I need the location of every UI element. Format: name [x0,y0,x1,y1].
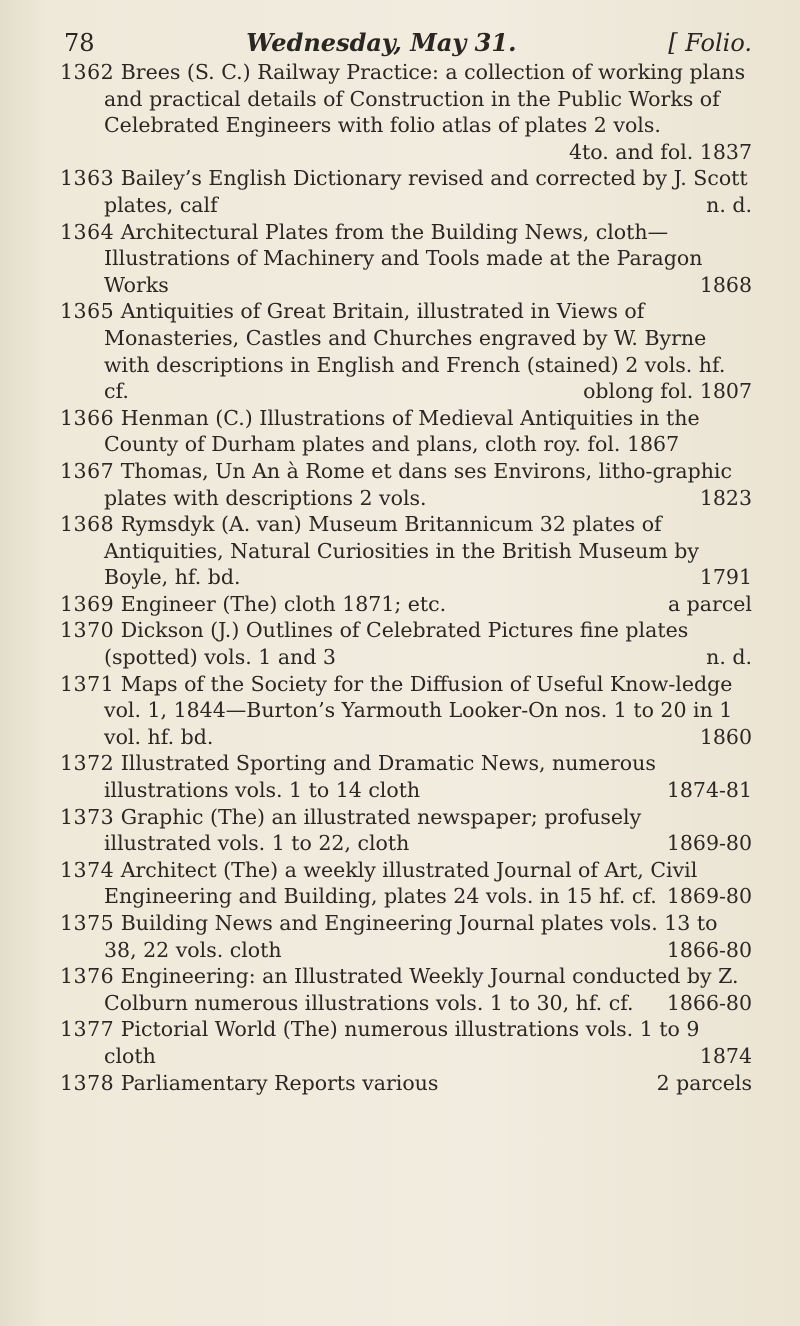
lot-1369: 1369 Engineer (The) cloth 1871; etc. a parcel [60,591,752,616]
lot-list [42,59,752,1096]
lot-1366: 1366 Henman (C.) Illustrations of Medieval Antiquities in the County of Durham plates and plans, cloth roy. fol. 1867 [60,405,700,457]
lot-1374: 1374 Architect (The) a weekly illustrated Journal of Art, Civil Engineering and Building, plates 24 vols. in 15 hf. cf. 1869-80 [60,857,752,909]
lot-1370: 1370 Dickson (J.) Outlines of Celebrated Pictures fine plates (spotted) vols. 1 and 3 n. d. [60,618,752,670]
lot-1376: 1376 Engineering: an Illustrated Weekly Journal conducted by Z. Colburn numerous illustrations vols. 1 to 30, hf. cf. 1866-80 [60,964,752,1015]
lot-1377: 1377 Pictorial World (The) numerous illustrations vols. 1 to 9 cloth 1874 [60,1017,752,1068]
lot-1367: 1367 Thomas, Un An à Rome et dans ses Environs, litho-graphic plates with descriptions 2 vols. 1823 [60,458,752,510]
page-number: 78 [64,29,95,57]
lot-1378: 1378 Parliamentary Reports various 2 parcels [60,1070,752,1095]
lot-1364: 1364 Architectural Plates from the Building News, cloth— Illustrations of Machinery and Tools made at the Paragon Works 1868 [60,219,752,297]
lot-1365: 1365 Antiquities of Great Britain, illustrated in Views of Monasteries, Castles and Churches engraved by W. Byrne with descriptions in English and French (stained) 2 vols. hf. cf. oblong fol. 1807 [60,299,752,404]
lot-1372: 1372 Illustrated Sporting and Dramatic News, numerous illustrations vols. 1 to 14 cloth 1874-81 [60,751,752,803]
lot-1373: 1373 Graphic (The) an illustrated newspaper; profusely illustrated vols. 1 to 22, cloth 1869-80 [60,804,752,856]
folio-label: [ Folio. [668,29,752,57]
lot-1375: 1375 Building News and Engineering Journal plates vols. 13 to 38, 22 vols. cloth 1866-80 [60,911,752,962]
lot-1363: 1363 Bailey’s English Dictionary revised and corrected by J. Scott plates, calf n. d. [60,166,752,217]
page-header [64,28,752,57]
lot-1368: 1368 Rymsdyk (A. van) Museum Britannicum 32 plates of Antiquities, Natural Curiosities in the British Museum by Boyle, hf. bd. 1791 [60,512,752,590]
lot-1362: 1362 Brees (S. C.) Railway Practice: a collection of working plans and practical details of Construction in the Public Works of Celebrated Engineers with folio atlas of plates 2 vols. 4to. and fol. 1837 [60,60,752,164]
lot-1371: 1371 Maps of the Society for the Diffusion of Useful Know-ledge vol. 1, 1844—Burton’s Yarmouth Looker-On nos. 1 to 20 in 1 vol. hf. bd. 1860 [60,671,752,749]
page-title: Wednesday, May 31. [246,28,517,57]
